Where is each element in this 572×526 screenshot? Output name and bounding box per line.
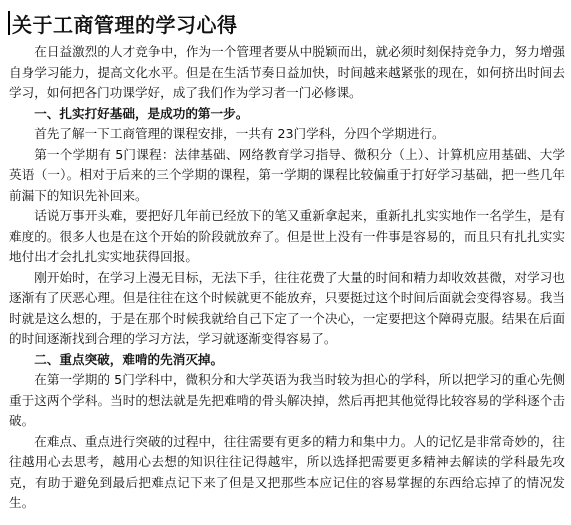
paragraph-first-semester: 第一个学期有 5门课程：法律基础、网络教育学习指导、微积分（上）、计算机应用基础、大学英语（一）。相对于后来的三个学期的课程，第一学期的课程比较偏重于打好学习基础，把一些几年前漏下的知识先补回来。: [9, 146, 565, 203]
paragraph-memory: 在难点、重点进行突破的过程中，往往需要有更多的精力和集中力。人的记忆是非常奇妙的，往往越用心去思考，越用心去想的知识往往记得越牢，所以选择把需要更多精神去解读的学科最先攻克，有助于避免到最后把难点记下来了但是又把那些本应记住的容易掌握的东西给忘掉了的情况发生。: [9, 433, 565, 510]
text-cursor: [8, 11, 10, 35]
paragraph-key-subjects: 在第一学期的 5门学科中，微积分和大学英语为我当时较为担心的学科，所以把学习的重心先侧重于这两个学科。当时的想法就是先把难啃的骨头解决掉，然后再把其他觉得比较容易的学科逐个击破。: [9, 372, 565, 428]
paragraph-hard-start: 话说万事开头难，要把好几年前已经放下的笔又重新拿起来，重新扎扎实实地作一名学生，是有难度的。很多人也是在这个开始的阶段就放弃了。但是世上没有一件事是容易的，而且只有扎扎实实地付出才会扎扎实实地获得回报。: [9, 208, 565, 264]
section-heading-2: 二、重点突破，难啃的先消灭掉。: [34, 351, 224, 367]
paragraph-course-overview: 首先了解一下工商管理的课程安排，一共有 23门学科，分四个学期进行。: [34, 126, 445, 141]
document-title: 关于工商管理的学习心得: [12, 12, 238, 37]
section-heading-1: 一、扎实打好基础，是成功的第一步。: [34, 105, 249, 121]
paragraph-intro: 在日益激烈的人才竞争中，作为一个管理者要从中脱颖而出，就必须时刻保持竞争力，努力增强自身学习能力，提高文化水平。但是在生活节奏日益加快，时间越来越紧张的现在，如何挤出时间去学习，如何把各门功课学好，成了我们作为学习者一门必修课。: [9, 44, 565, 100]
title-row: [8, 10, 238, 36]
document-body: [9, 42, 565, 514]
paragraph-persistence: 刚开始时，在学习上漫无目标，无法下手，往往花费了大量的时间和精力却收效甚微，对学习也逐渐有了厌恶心理。但是往往在这个时候就更不能放弃，只要挺过这个时间后面就会变得容易。我当时就是这么想的，于是在那个时候我就给自己下定了一个决心，一定要把这个障碍克服。结果在后面的时间逐渐找到合理的学习方法，学习就逐渐变得容易了。: [9, 269, 565, 346]
